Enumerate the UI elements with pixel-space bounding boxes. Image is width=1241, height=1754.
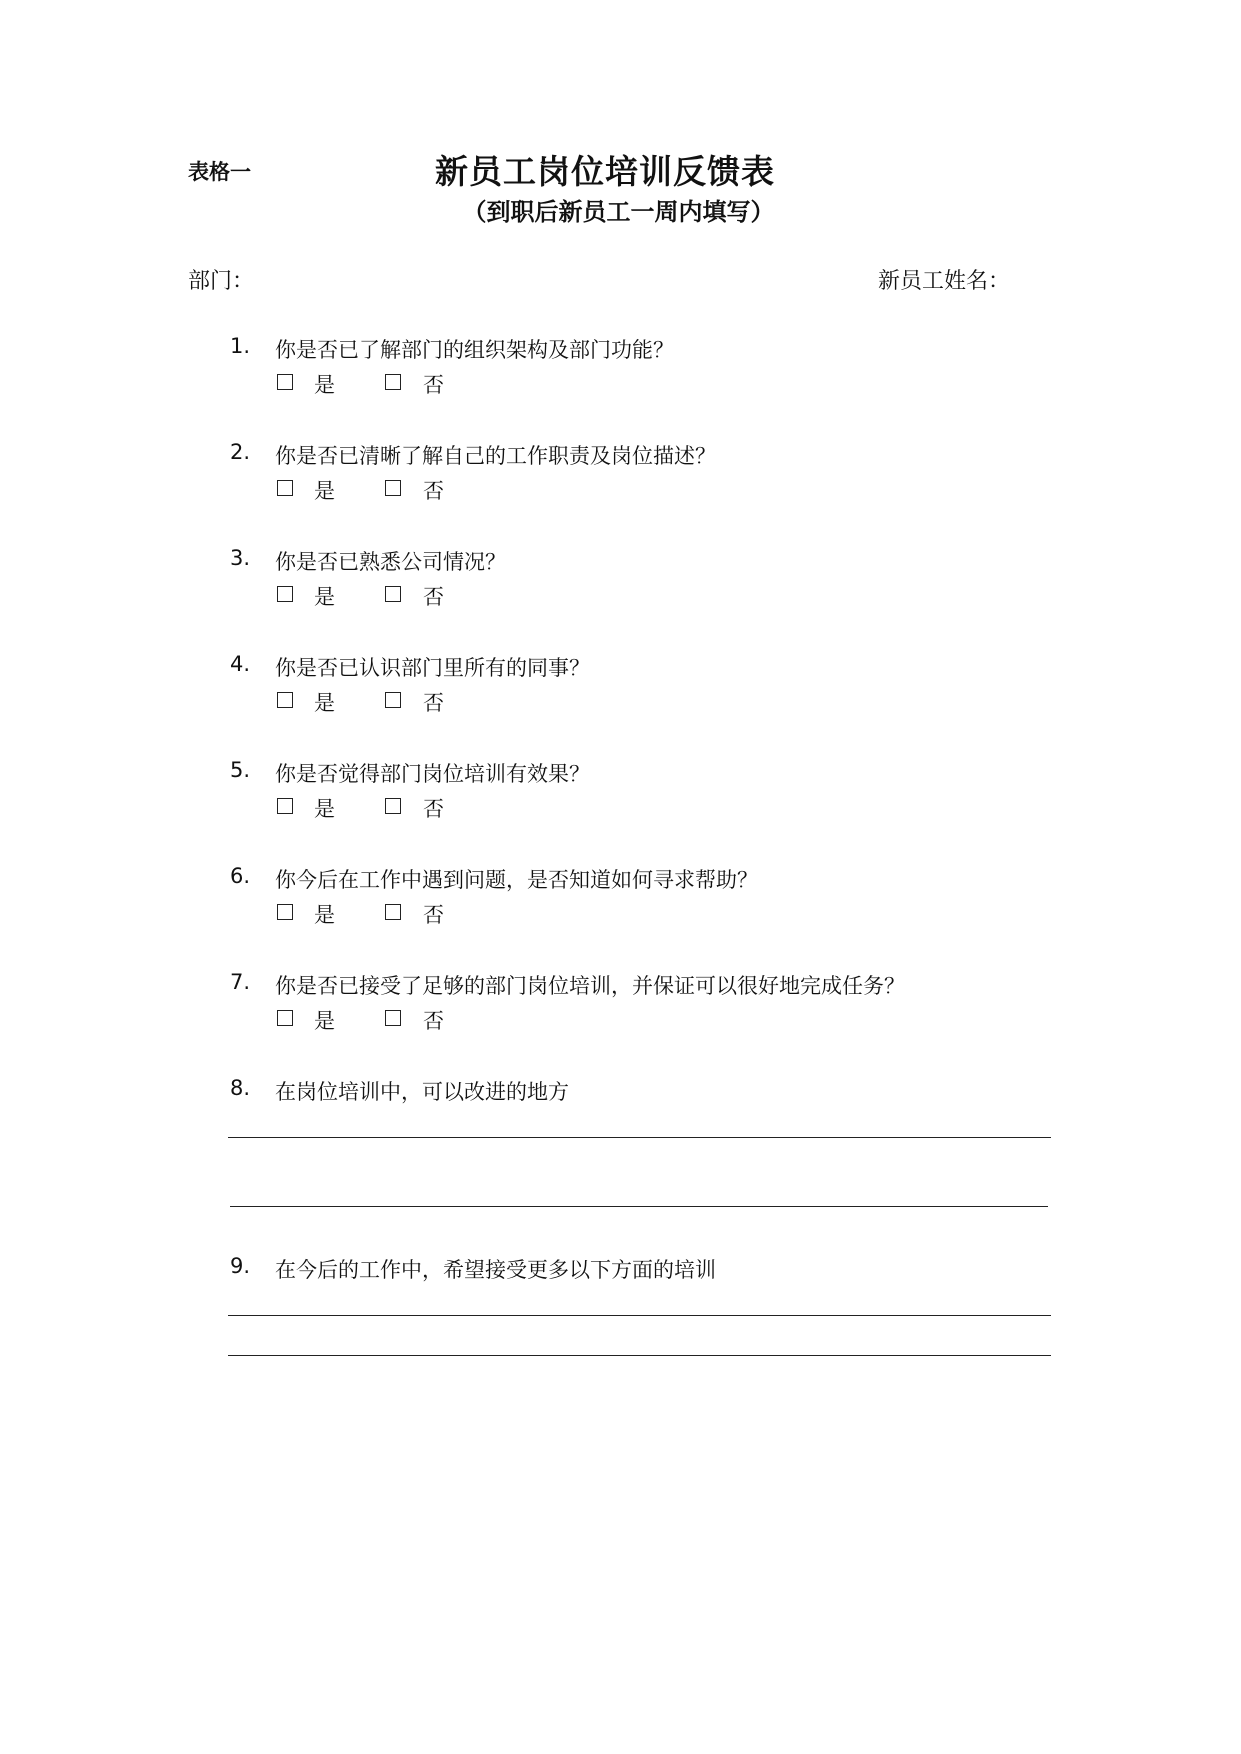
question-1-yes-label: 是 bbox=[314, 373, 335, 397]
question-6-no-checkbox[interactable] bbox=[385, 904, 401, 920]
question-6-yes-label: 是 bbox=[314, 903, 335, 927]
employee-name-label: 新员工姓名： bbox=[878, 269, 1011, 294]
question-3-text: 你是否已熟悉公司情况？ bbox=[275, 550, 506, 574]
question-5-text: 你是否觉得部门岗位培训有效果？ bbox=[275, 762, 590, 786]
question-9-text: 在今后的工作中，希望接受更多以下方面的培训 bbox=[275, 1258, 716, 1282]
question-9-answer-line-2[interactable] bbox=[228, 1355, 1051, 1356]
question-9-number: 9. bbox=[230, 1254, 251, 1278]
question-5-no-label: 否 bbox=[423, 797, 444, 821]
question-4-number: 4. bbox=[230, 652, 251, 676]
question-4-yes-checkbox[interactable] bbox=[277, 692, 293, 708]
question-2-no-label: 否 bbox=[423, 479, 444, 503]
question-9-answer-line-1[interactable] bbox=[228, 1315, 1051, 1316]
question-6-number: 6. bbox=[230, 864, 251, 888]
question-6-text: 你今后在工作中遇到问题，是否知道如何寻求帮助？ bbox=[275, 868, 758, 892]
question-2-yes-label: 是 bbox=[314, 479, 335, 503]
question-8-number: 8. bbox=[230, 1076, 251, 1100]
question-5-yes-label: 是 bbox=[314, 797, 335, 821]
page-subtitle: （到职后新员工一周内填写） bbox=[462, 198, 775, 226]
question-1-number: 1. bbox=[230, 334, 251, 358]
question-1-yes-checkbox[interactable] bbox=[277, 374, 293, 390]
question-3-yes-label: 是 bbox=[314, 585, 335, 609]
question-2-no-checkbox[interactable] bbox=[385, 480, 401, 496]
question-1-text: 你是否已了解部门的组织架构及部门功能？ bbox=[275, 338, 674, 362]
question-4-no-label: 否 bbox=[423, 691, 444, 715]
question-3-no-checkbox[interactable] bbox=[385, 586, 401, 602]
question-7-no-checkbox[interactable] bbox=[385, 1010, 401, 1026]
question-7-yes-checkbox[interactable] bbox=[277, 1010, 293, 1026]
question-4-yes-label: 是 bbox=[314, 691, 335, 715]
question-8-answer-line-2[interactable] bbox=[230, 1206, 1048, 1207]
question-3-yes-checkbox[interactable] bbox=[277, 586, 293, 602]
question-8-answer-line-1[interactable] bbox=[228, 1137, 1051, 1138]
question-5-no-checkbox[interactable] bbox=[385, 798, 401, 814]
question-8-text: 在岗位培训中，可以改进的地方 bbox=[275, 1080, 569, 1104]
table-tag: 表格一 bbox=[188, 160, 251, 184]
question-6-no-label: 否 bbox=[423, 903, 444, 927]
question-7-yes-label: 是 bbox=[314, 1009, 335, 1033]
question-5-number: 5. bbox=[230, 758, 251, 782]
question-5-yes-checkbox[interactable] bbox=[277, 798, 293, 814]
question-3-no-label: 否 bbox=[423, 585, 444, 609]
question-7-number: 7. bbox=[230, 970, 251, 994]
question-4-text: 你是否已认识部门里所有的同事？ bbox=[275, 656, 590, 680]
question-2-text: 你是否已清晰了解自己的工作职责及岗位描述？ bbox=[275, 444, 716, 468]
question-7-no-label: 否 bbox=[423, 1009, 444, 1033]
question-6-yes-checkbox[interactable] bbox=[277, 904, 293, 920]
question-2-number: 2. bbox=[230, 440, 251, 464]
department-label: 部门： bbox=[188, 269, 255, 294]
question-2-yes-checkbox[interactable] bbox=[277, 480, 293, 496]
question-7-text: 你是否已接受了足够的部门岗位培训，并保证可以很好地完成任务？ bbox=[275, 974, 905, 998]
question-1-no-label: 否 bbox=[423, 373, 444, 397]
question-4-no-checkbox[interactable] bbox=[385, 692, 401, 708]
page-title: 新员工岗位培训反馈表 bbox=[435, 152, 775, 191]
question-3-number: 3. bbox=[230, 546, 251, 570]
question-1-no-checkbox[interactable] bbox=[385, 374, 401, 390]
